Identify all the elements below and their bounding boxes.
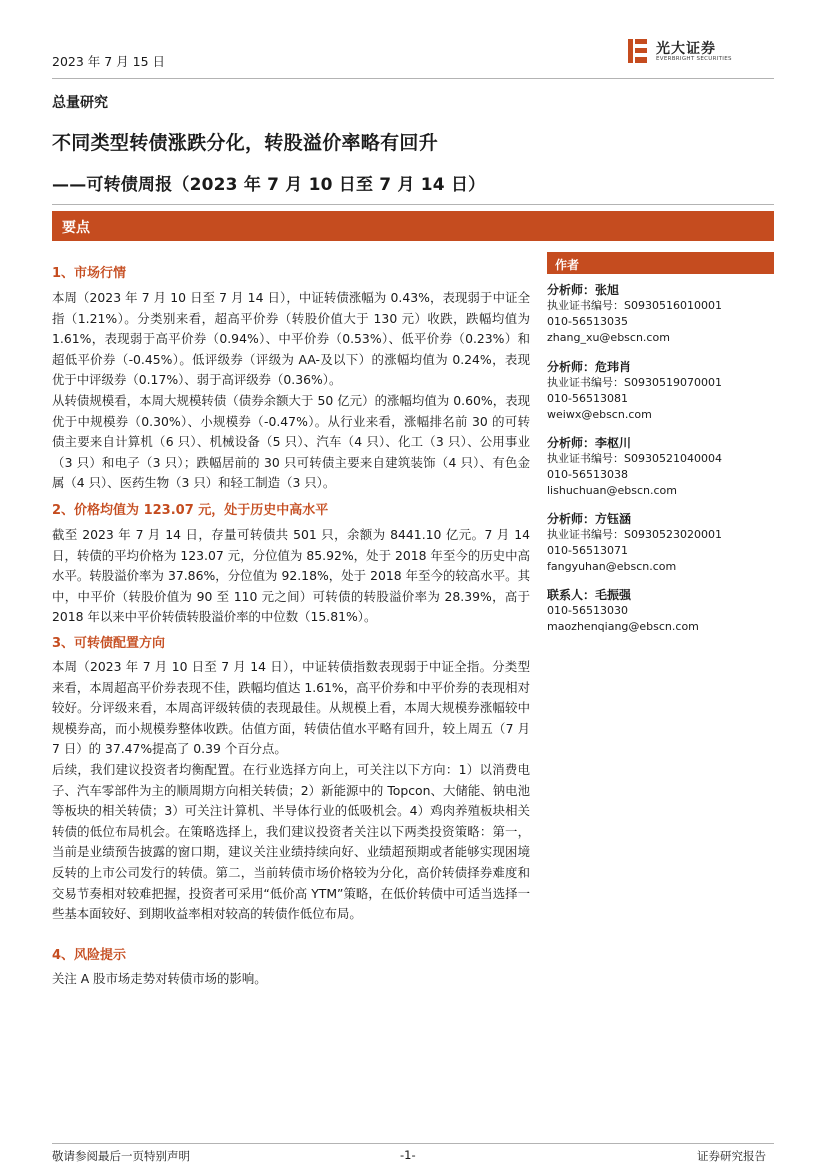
report-title: 不同类型转债涨跌分化，转股溢价率略有回升 (52, 132, 439, 154)
footer-divider (52, 1143, 774, 1144)
analyst-phone: 010-56513081 (547, 392, 628, 405)
analyst-email[interactable]: lishuchuan@ebscn.com (547, 484, 677, 497)
body-paragraph: 从转债规模看，本周大规模转债（债券余额大于 50 亿元）的涨幅均值为 0.60%，表现优于中规模券（0.30%）、小规模券（-0.47%）。从行业来看，涨幅排名前 30 的可转债主要来自计算机（6 只）、机械设备（5 只）、汽车（4 只）、化工（3 只）、公用事业（3 只）和电子（3 只）；跌幅居前的 30 只可转债主要来自建筑装饰（4 只）、有色金属（4 只）、医药生物（3 只）和轻工制造（3 只）。 (52, 393, 530, 491)
analyst-email[interactable]: fangyuhan@ebscn.com (547, 560, 677, 573)
analyst-phone: 010-56513071 (547, 544, 628, 557)
contact-phone: 010-56513030 (547, 604, 628, 617)
footer-report-type: 证券研究报告 (697, 1149, 766, 1163)
body-paragraph: 本周（2023 年 7 月 10 日至 7 月 14 日），中证转债涨幅为 0.43%，表现弱于中证全指（1.21%）。分类别来看，超高平价券（转股价值大于 130 元）收跌，跌幅均值为 1.61%，表现弱于高平价券（0.94%）、中平价券（0.53%）、低平价券（0.23%）和超低平价券（-0.45%）。低评级券（评级为 AA-及以下）的涨幅均值为 0.24%，表现优于中评级券（0.17%）、弱于高评级券（0.36%）。 (52, 290, 530, 388)
body-paragraph: 关注 A 股市场走势对转债市场的影响。 (52, 971, 267, 986)
analyst-name: 分析师：危玮肖 (547, 360, 632, 374)
analyst-name: 分析师：张旭 (547, 283, 620, 297)
analyst-card (547, 435, 722, 499)
contact-name: 联系人：毛振强 (547, 588, 632, 602)
analyst-card (547, 282, 722, 346)
analyst-cert: 执业证书编号：S0930516010001 (547, 299, 722, 312)
analyst-name: 分析师：李枢川 (547, 436, 632, 450)
keypoints-label: 要点 (62, 220, 90, 236)
analyst-email[interactable]: weiwx@ebscn.com (547, 408, 652, 421)
logo-text-cn: 光大证券 (656, 41, 716, 57)
logo-text-en: EVERBRIGHT SECURITIES (656, 56, 732, 62)
analyst-card (547, 511, 722, 575)
body-paragraph: 截至 2023 年 7 月 14 日，存量可转债共 501 只，余额为 8441.10 亿元。7 月 14 日，转债的平均价格为 123.07 元，分位值为 85.92%，处于 2018 年至今的历史中高水平。转股溢价率为 37.86%，分位值为 92.18%，处于 2018 年至今的较高水平。其中，中平价（转股价值为 90 至 110 元之间）可转债的转股溢价率为 28.39%，高于 2018 年以来中平价转债转股溢价率的中位数（15.81%）。 (52, 527, 530, 625)
analyst-cert: 执业证书编号：S0930521040004 (547, 452, 722, 465)
section-heading: 3、可转债配置方向 (52, 636, 166, 651)
authors-bar (547, 252, 774, 274)
section-heading: 2、价格均值为 123.07 元，处于历史中高水平 (52, 503, 329, 518)
analyst-email[interactable]: zhang_xu@ebscn.com (547, 331, 670, 344)
keypoints-bar (52, 211, 774, 241)
contact-email[interactable]: maozhenqiang@ebscn.com (547, 620, 699, 633)
section-heading: 1、市场行情 (52, 266, 127, 281)
section-heading: 4、风险提示 (52, 948, 127, 963)
report-category: 总量研究 (52, 95, 108, 111)
title-divider (52, 204, 774, 205)
contact-card (547, 587, 699, 635)
header-divider (52, 78, 774, 79)
analyst-cert: 执业证书编号：S0930523020001 (547, 528, 722, 541)
report-date: 2023 年 7 月 15 日 (52, 54, 166, 69)
analyst-card (547, 359, 722, 423)
logo-mark-icon (626, 36, 650, 66)
authors-label: 作者 (555, 258, 580, 272)
analyst-name: 分析师：方钰涵 (547, 512, 632, 526)
page-number: -1- (400, 1148, 416, 1162)
footer-disclaimer[interactable]: 敬请参阅最后一页特别声明 (52, 1149, 190, 1163)
analyst-phone: 010-56513038 (547, 468, 628, 481)
body-paragraph: 本周（2023 年 7 月 10 日至 7 月 14 日），中证转债指数表现弱于中证全指。分类型来看，本周超高平价券表现不佳，跌幅均值达 1.61%，高平价券和中平价券的表现相对较好。分评级来看，本周高评级转债的表现最佳。从规模上看，本周大规模券涨幅较中规模券高，而小规模券整体收跌。估值方面，转债估值水平略有回升，较上周五（7 月 7 日）的 37.47%提高了 0.39 个百分点。 (52, 659, 530, 757)
company-logo (626, 36, 738, 68)
analyst-cert: 执业证书编号：S0930519070001 (547, 376, 722, 389)
body-paragraph: 后续，我们建议投资者均衡配置。在行业选择方向上，可关注以下方向：1）以消费电子、汽车零部件为主的顺周期方向相关转债；2）新能源中的 Topcon、大储能、钠电池等板块的相关转债；3）可关注计算机、半导体行业的低吸机会。4）鸡肉养殖板块相关转债的低位布局机会。在策略选择上，我们建议投资者关注以下两类投资策略：第一，当前是业绩预告披露的窗口期，建议关注业绩持续向好、业绩超预期或者能够实现困境反转的上市公司发行的转债。第二，当前转债市场价格较为分化，高价转债择券难度和交易节奏相对较难把握，投资者可采用“低价高 YTM”策略，在低价转债中可适当选择一些基本面较好、到期收益率相对较高的转债作低位布局。 (52, 762, 530, 922)
analyst-phone: 010-56513035 (547, 315, 628, 328)
report-subtitle: ——可转债周报（2023 年 7 月 10 日至 7 月 14 日） (52, 175, 486, 195)
